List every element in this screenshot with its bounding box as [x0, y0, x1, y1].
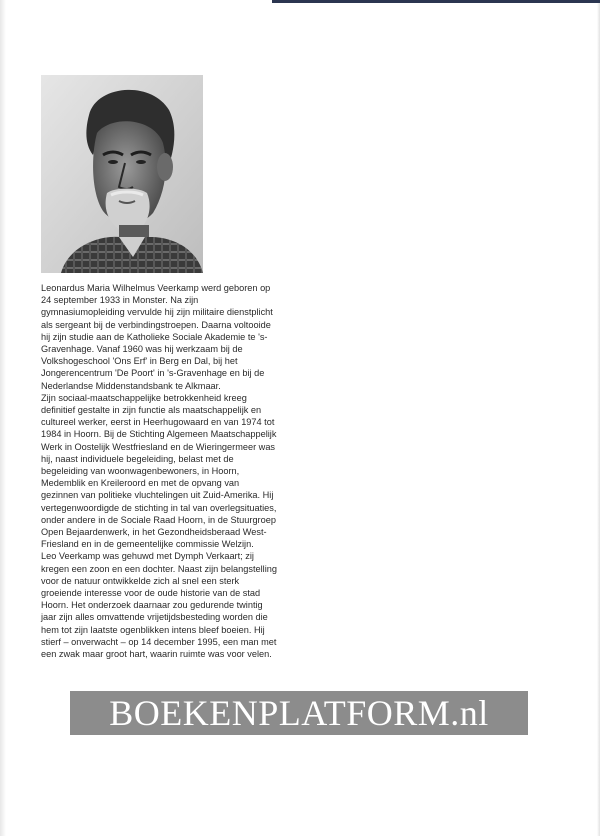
biography-paragraph-2: Zijn sociaal-maatschappelijke betrokkenheid kreeg definitief gestalte in zijn functie als maatschappelijk en cultureel werker, eerst in Heerhugowaard en van 1974 tot 1984 in Hoorn. Bij de Stichting Algemeen Maatschappelijk Werk in Oostelijk Westfriesland en de Wieringermeer was hij, naast individuele begeleiding, belast met de begeleiding van woonwagenbewoners, in Hoorn, Medemblik en Kreileroord en met de opvang van gezinnen van politieke vluchtelingen uit Zuid-Amerika. Hij vertegenwoordigde de stichting in tal van overlegsituaties, onder andere in de Sociale Raad Hoorn, in de Stuurgroep Open Bejaardenwerk, in het Gezondheidsberaad West-Friesland en in de gemeentelijke commissie Welzijn. [41, 392, 277, 550]
portrait-photo [41, 75, 203, 273]
portrait-illustration [41, 75, 203, 273]
biography-paragraph-3: Leo Veerkamp was gehuwd met Dymph Verkaart; zij kregen een zoon en een dochter. Naast zijn belangstelling voor de natuur ontwikkelde zich al snel een sterk groeiende interesse voor de oude historie van de stad Hoorn. Het onderzoek daarnaar zou gedurende twintig jaar zijn alles omvattende vrijetijdsbesteding worden die hem tot zijn laatste ogenblikken intens bleef boeien. Hij stierf – onverwacht – op 14 december 1995, een man met een zwak maar groot hart, waarin ruimte was voor velen. [41, 551, 277, 660]
biography-paragraph-1: Leonardus Maria Wilhelmus Veerkamp werd geboren op 24 september 1933 in Monster. Na zijn gymnasiumopleiding vervulde hij zijn militaire dienstplicht als sergeant bij de verbindingstroepen. Daarna voltooide hij zijn studie aan de Katholieke Sociale Akademie te 's-Gravenhage. Vanaf 1960 was hij werkzaam bij de Volkshogeschool 'Ons Erf' in Berg en Dal, bij het Jongerencentrum 'De Poort' in 's-Gravenhage en bij de Nederlandse Middenstandsbank te Alkmaar. [41, 283, 273, 391]
biography-text [41, 282, 277, 660]
page-crease [0, 0, 6, 836]
watermark-band [70, 691, 528, 735]
watermark-text: BOEKENPLATFORM.nl [109, 693, 489, 733]
header-rule [272, 0, 600, 3]
